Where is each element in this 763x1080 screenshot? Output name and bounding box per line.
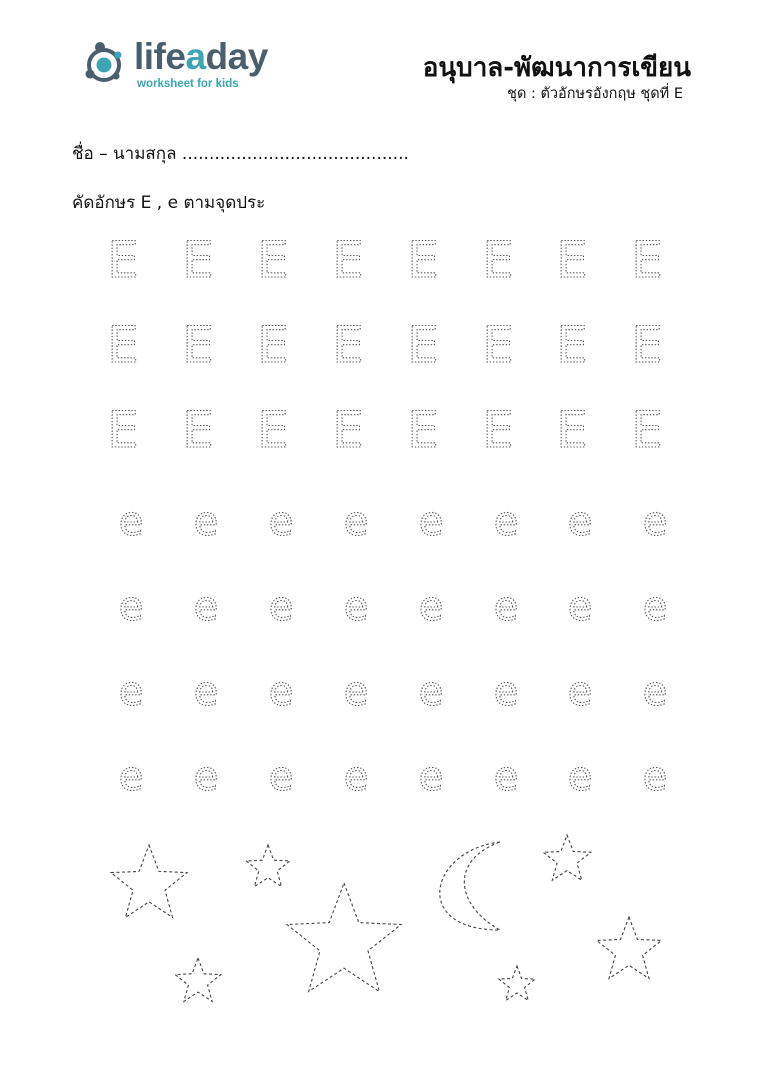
tracing-lowercase-e: e xyxy=(343,499,369,545)
letter-tracing-grid xyxy=(107,231,667,800)
tracing-uppercase-e: E xyxy=(631,231,663,289)
worksheet-title: อนุบาล-พัฒนาการเขียน xyxy=(422,53,691,83)
tracing-lowercase-e: e xyxy=(343,584,369,630)
tracing-lowercase-e: e xyxy=(268,499,294,545)
tracing-lowercase-e: e xyxy=(567,754,593,800)
tracing-lowercase-e: e xyxy=(193,584,219,630)
star-outline-icon xyxy=(543,835,591,880)
tracing-uppercase-e: E xyxy=(182,231,214,289)
tracing-lowercase-e: e xyxy=(642,754,668,800)
tracing-uppercase-e: E xyxy=(332,231,364,289)
tracing-lowercase-e: e xyxy=(567,584,593,630)
instruction-text: คัดอักษร E , e ตามจุดประ xyxy=(72,193,266,213)
tracing-lowercase-e: e xyxy=(493,669,519,715)
tracing-uppercase-e: E xyxy=(407,316,439,374)
tracing-lowercase-e: e xyxy=(268,584,294,630)
tracing-uppercase-e: E xyxy=(631,316,663,374)
star-outline-icon xyxy=(111,845,187,917)
tracing-lowercase-e: e xyxy=(418,499,444,545)
tracing-uppercase-e: E xyxy=(407,231,439,289)
tracing-uppercase-e: E xyxy=(257,316,289,374)
tracing-lowercase-e: e xyxy=(118,499,144,545)
tracing-lowercase-e: e xyxy=(343,754,369,800)
tracing-uppercase-e: E xyxy=(556,316,588,374)
student-name-line: ชื่อ – นามสกุล .......................................... xyxy=(72,144,409,164)
worksheet-subtitle: ชุด : ตัวอักษรอังกฤษ ชุดที่ E xyxy=(507,86,683,102)
tracing-lowercase-e: e xyxy=(567,499,593,545)
tracing-uppercase-e: E xyxy=(257,401,289,459)
tracing-uppercase-e: E xyxy=(332,401,364,459)
tracing-uppercase-e: E xyxy=(332,316,364,374)
decoration-area xyxy=(111,835,661,1001)
tracing-lowercase-e: e xyxy=(268,754,294,800)
tracing-lowercase-e: e xyxy=(567,669,593,715)
tracing-lowercase-e: e xyxy=(642,584,668,630)
tracing-lowercase-e: e xyxy=(493,754,519,800)
tracing-lowercase-e: e xyxy=(343,669,369,715)
tracing-uppercase-e: E xyxy=(182,316,214,374)
tracing-uppercase-e: E xyxy=(182,401,214,459)
tracing-lowercase-e: e xyxy=(642,499,668,545)
star-outline-icon xyxy=(287,883,401,992)
tracing-uppercase-e: E xyxy=(556,401,588,459)
logo-tagline: worksheet for kids xyxy=(137,78,239,90)
star-outline-icon xyxy=(499,966,535,1000)
tracing-lowercase-e: e xyxy=(418,669,444,715)
tracing-lowercase-e: e xyxy=(193,499,219,545)
tracing-uppercase-e: E xyxy=(482,316,514,374)
tracing-uppercase-e: E xyxy=(556,231,588,289)
crescent-moon-icon xyxy=(440,842,500,930)
tracing-lowercase-e: e xyxy=(118,669,144,715)
tracing-uppercase-e: E xyxy=(257,231,289,289)
tracing-lowercase-e: e xyxy=(268,669,294,715)
tracing-uppercase-e: E xyxy=(631,401,663,459)
tracing-lowercase-e: e xyxy=(493,584,519,630)
star-outline-icon xyxy=(246,845,290,887)
star-outline-icon xyxy=(175,958,221,1001)
tracing-lowercase-e: e xyxy=(418,754,444,800)
tracing-lowercase-e: e xyxy=(118,754,144,800)
tracing-lowercase-e: e xyxy=(642,669,668,715)
tracing-uppercase-e: E xyxy=(482,401,514,459)
tracing-uppercase-e: E xyxy=(107,231,139,289)
tracing-uppercase-e: E xyxy=(107,401,139,459)
tracing-lowercase-e: e xyxy=(118,584,144,630)
tracing-uppercase-e: E xyxy=(407,401,439,459)
tracing-lowercase-e: e xyxy=(418,584,444,630)
tracing-uppercase-e: E xyxy=(107,316,139,374)
tracing-lowercase-e: e xyxy=(193,669,219,715)
tracing-lowercase-e: e xyxy=(493,499,519,545)
logo-wordmark: lifeaday xyxy=(134,36,268,77)
tracing-lowercase-e: e xyxy=(193,754,219,800)
star-outline-icon xyxy=(597,917,662,979)
tracing-uppercase-e: E xyxy=(482,231,514,289)
